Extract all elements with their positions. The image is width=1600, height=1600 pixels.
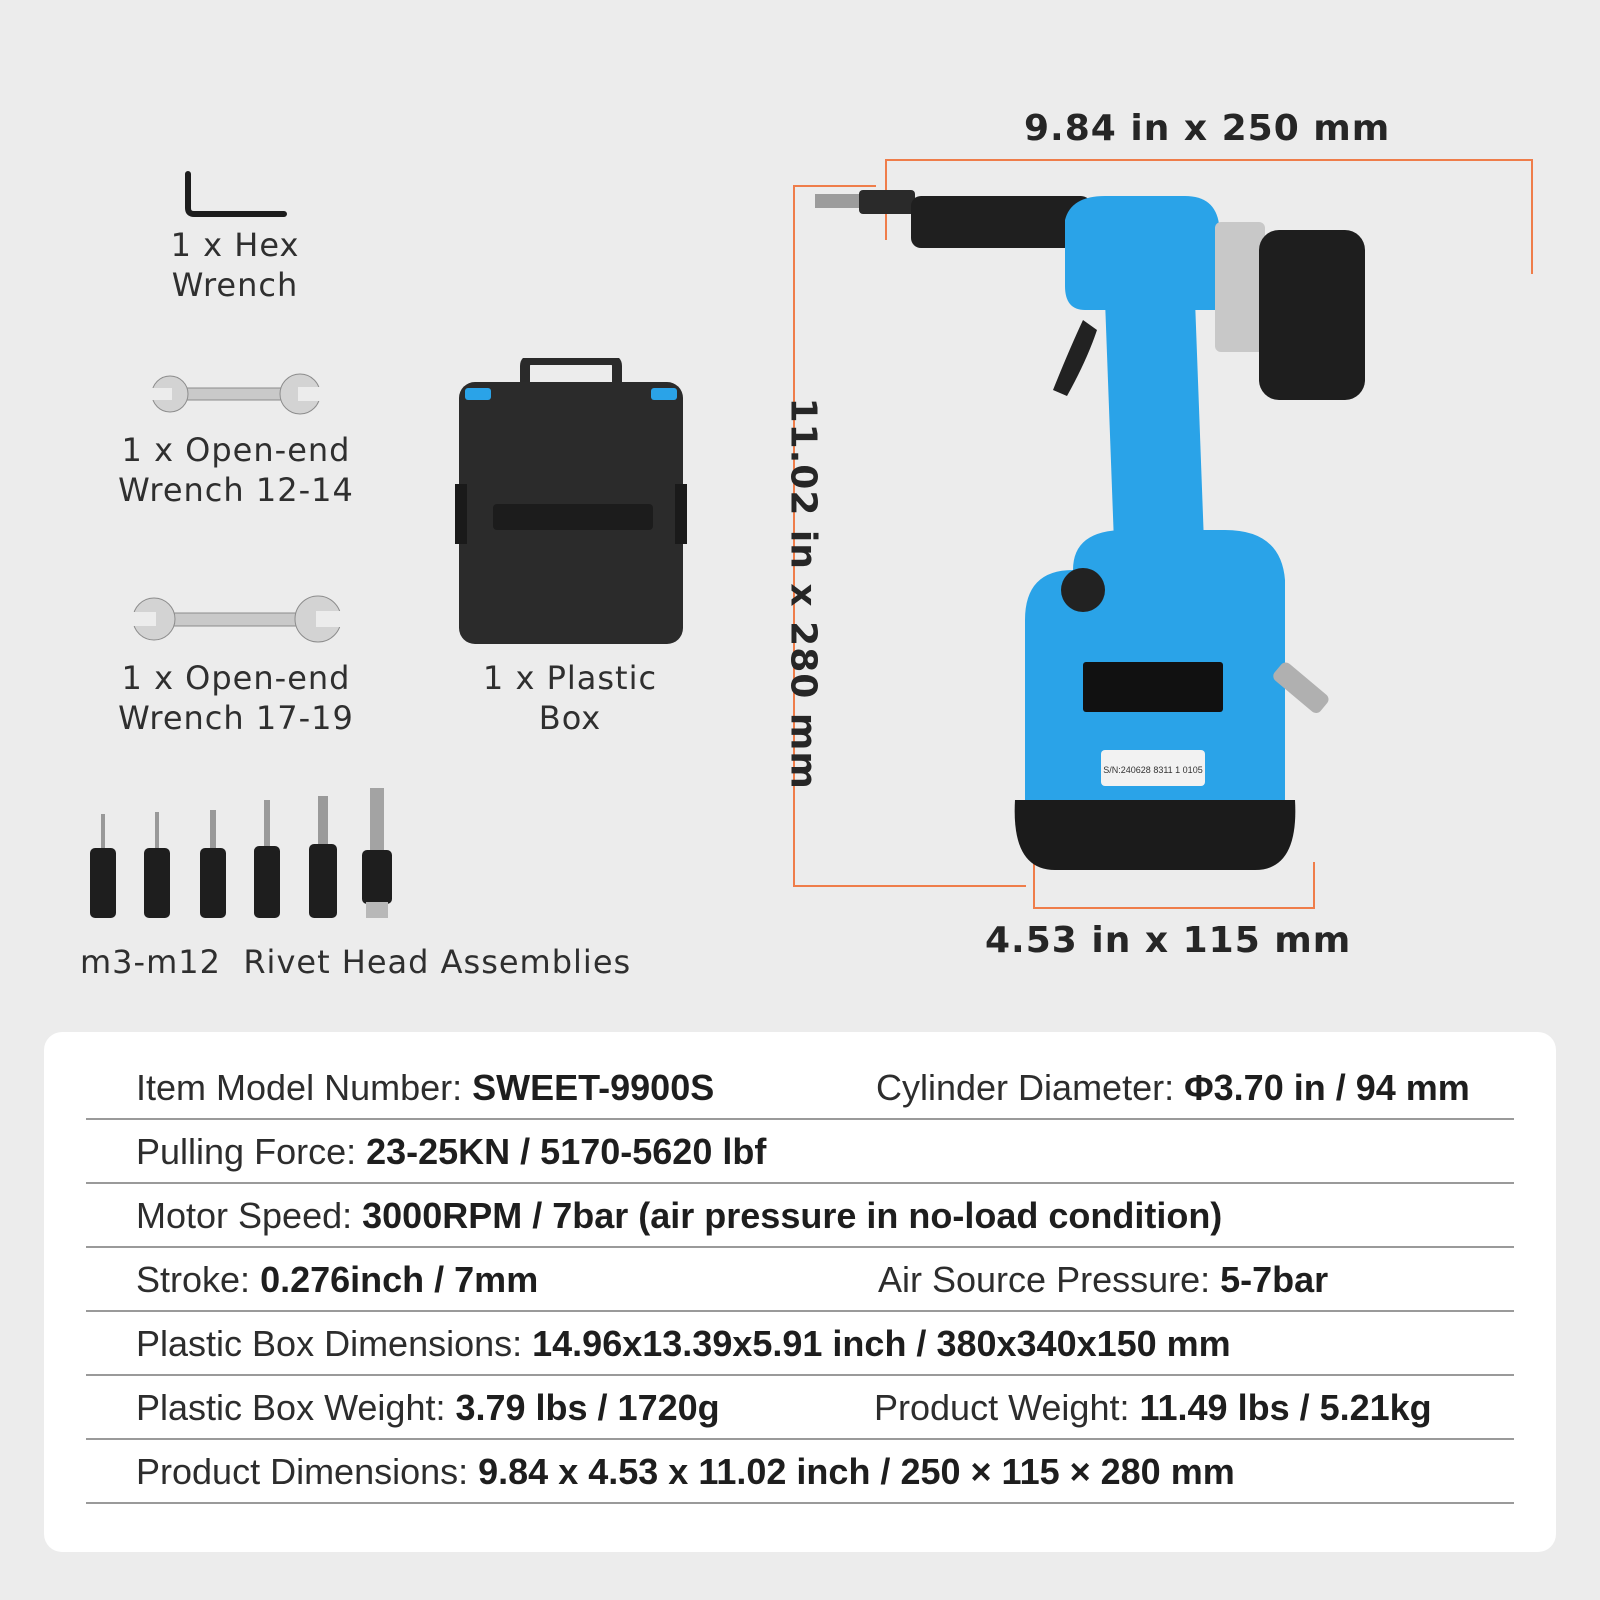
spec-row bbox=[86, 1312, 1514, 1376]
spec-air-source-pressure: Air Source Pressure: 5-7bar bbox=[878, 1259, 1329, 1300]
rivet-head-icon bbox=[138, 812, 176, 920]
spec-row bbox=[86, 1440, 1514, 1504]
spec-stroke: Stroke: 0.276inch / 7mm bbox=[136, 1259, 539, 1300]
carrying-case-icon bbox=[455, 358, 687, 648]
spec-cylinder-diameter: Cylinder Diameter: Φ3.70 in / 94 mm bbox=[876, 1067, 1470, 1108]
spec-product-dimensions: Product Dimensions: 9.84 x 4.53 x 11.02 inch / 250 × 115 × 280 mm bbox=[136, 1451, 1235, 1492]
rivet-head-icon bbox=[84, 814, 122, 920]
spec-row bbox=[86, 1248, 1514, 1312]
spec-box-weight: Plastic Box Weight: 3.79 lbs / 1720g bbox=[136, 1387, 720, 1428]
spec-pulling-force: Pulling Force: 23-25KN / 5170-5620 lbf bbox=[136, 1131, 767, 1172]
spec-card bbox=[44, 1032, 1556, 1552]
serial-number-label: S/N:240628 8311 1 0105 bbox=[1103, 765, 1203, 775]
spec-product-weight: Product Weight: 11.49 lbs / 5.21kg bbox=[874, 1387, 1432, 1428]
hex-wrench-label: 1 x Hex Wrench bbox=[170, 226, 300, 304]
open-end-wrench-large-label: 1 x Open-end Wrench 17-19 bbox=[118, 659, 354, 737]
rivet-head-icon bbox=[304, 796, 342, 920]
hex-wrench-icon bbox=[180, 170, 290, 220]
height-dimension-label: 11.02 in x 280 mm bbox=[782, 397, 824, 790]
rivet-heads-label: m3-m12 Rivet Head Assemblies bbox=[80, 943, 632, 981]
open-end-wrench-icon bbox=[150, 372, 320, 416]
rivet-head-icon bbox=[356, 788, 398, 920]
base-dimension-label: 4.53 in x 115 mm bbox=[985, 920, 1352, 961]
spec-row bbox=[86, 1376, 1514, 1440]
spec-item-model: Item Model Number: SWEET-9900S bbox=[136, 1067, 715, 1108]
plastic-box-label: 1 x Plastic Box bbox=[482, 659, 658, 737]
length-dimension-label: 9.84 in x 250 mm bbox=[1024, 108, 1391, 149]
spec-box-dimensions: Plastic Box Dimensions: 14.96x13.39x5.91 inch / 380x340x150 mm bbox=[136, 1323, 1231, 1364]
spec-motor-speed: Motor Speed: 3000RPM / 7bar (air pressure in no-load condition) bbox=[136, 1195, 1223, 1236]
spec-row bbox=[86, 1120, 1514, 1184]
open-end-wrench-small-label: 1 x Open-end Wrench 12-14 bbox=[118, 431, 354, 509]
open-end-wrench-icon bbox=[132, 594, 342, 644]
spec-row bbox=[86, 1184, 1514, 1248]
rivet-head-icon bbox=[248, 800, 286, 920]
rivet-head-icon bbox=[194, 810, 232, 920]
rivet-heads-group bbox=[84, 788, 414, 920]
spec-row bbox=[86, 1056, 1514, 1120]
rivet-gun-image bbox=[815, 190, 1375, 890]
